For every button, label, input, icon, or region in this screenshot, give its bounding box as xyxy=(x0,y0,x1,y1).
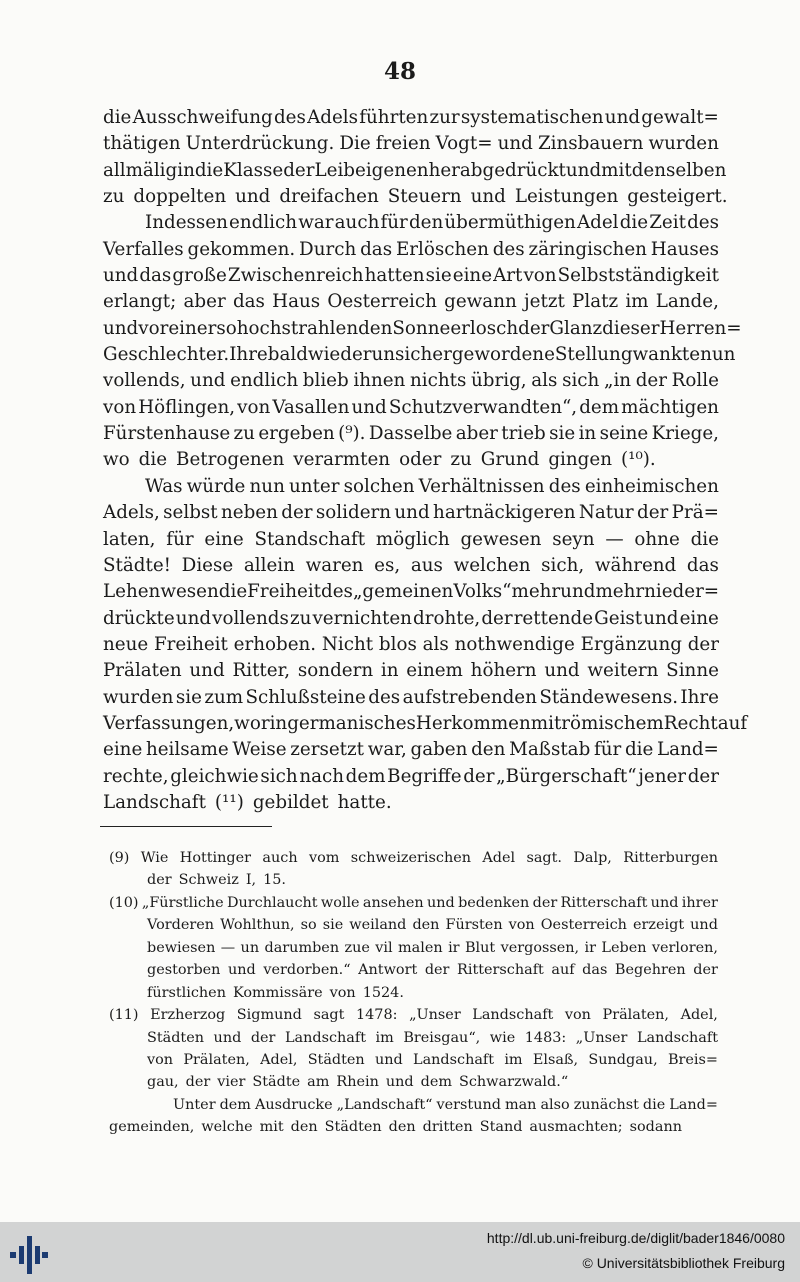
body-text-line: Landschaft (¹¹) gebildet hatte. xyxy=(103,791,392,813)
body-text-line: Adels, selbst neben der solidern und hartnäckigeren Natur der Prä= xyxy=(103,502,719,524)
footnote-line: gemeinden, welche mit den Städten den dritten Stand ausmachten; sodann xyxy=(109,1119,683,1136)
body-text-line: und vor einer so hochstrahlenden Sonne erlosch der Glanz dieser Herren= xyxy=(103,317,742,339)
body-text-line: und das große Zwischenreich hatten sie eine Art von Selbstständigkeit xyxy=(103,265,719,287)
body-text-line: vollends, und endlich blieb ihnen nichts übrig, als sich „in der Rolle xyxy=(103,370,719,392)
copyright-text: © Universitätsbibliothek Freiburg xyxy=(582,1255,785,1271)
body-text-line: Fürstenhause zu ergeben (⁹). Dasselbe aber trieb sie in seine Kriege, xyxy=(103,423,719,445)
footnote-line: von Prälaten, Adel, Städten und Landschaft im Elsaß, Sundgau, Breis= xyxy=(147,1051,718,1068)
footnote-line: (9) Wie Hottinger auch vom schweizerischen Adel sagt. Dalp, Ritterburgen xyxy=(109,850,718,866)
body-text-line: Prälaten und Ritter, sondern in einem höhern und weitern Sinne xyxy=(103,660,719,682)
footnotes xyxy=(109,847,718,1139)
body-text-line: die Ausschweifung des Adels führten zur systematischen und gewalt= xyxy=(103,107,719,128)
body-text-line: allmälig in die Klasse der Leibeigenen herabgedrückt und mit denselben xyxy=(103,159,727,181)
footnote-line: gestorben und verdorben.“ Antwort der Ritterschaft auf das Begehren der xyxy=(147,962,718,979)
footnote-divider xyxy=(100,826,272,827)
body-text-line: wo die Betrogenen verarmten oder zu Grund gingen (¹⁰). xyxy=(103,449,656,471)
footnote-line: (11) Erzherzog Sigmund sagt 1478: „Unser Landschaft von Prälaten, Adel, xyxy=(109,1007,718,1024)
body-text-line: Geschlechter. Ihre bald wieder unsicher gewordene Stellung wankte nun xyxy=(103,344,736,366)
body-text-line: eine heilsame Weise zersetzt war, gaben den Maßstab für die Land= xyxy=(103,739,719,761)
body-text-line: Verfalles gekommen. Durch das Erlöschen des zäringischen Hauses xyxy=(103,238,719,260)
footnote-line: fürstlichen Kommissäre von 1524. xyxy=(147,984,404,1001)
body-text-line: von Höflingen, von Vasallen und Schutzverwandten“, dem mächtigen xyxy=(103,396,719,418)
footnote-line: der Schweiz I, 15. xyxy=(147,872,286,889)
footnote-line: Vorderen Wohlthun, so sie weiland den Fürsten von Oesterreich erzeigt und xyxy=(147,917,718,934)
footnote-line: bewiesen — un darumben zue vil malen ir Blut vergossen, ir Leben verloren, xyxy=(147,939,718,956)
body-text-line: Was würde nun unter solchen Verhältnissen des einheimischen xyxy=(145,475,719,497)
body-text-line: Städte! Diese allein waren es, aus welchen sich, während das xyxy=(103,554,719,576)
body-text-line: Lehenwesen die Freiheit des „gemeinen Volks“ mehr und mehr nieder= xyxy=(103,581,720,603)
permalink-link[interactable]: http://dl.ub.uni-freiburg.de/diglit/bader1846/0080 xyxy=(486,1230,785,1246)
body-text-line: drückte und vollends zu vernichten drohte, der rettende Geist und eine xyxy=(103,607,719,629)
body-text-line: rechte, gleichwie sich nach dem Begriffe der „Bürgerschaft“ jener der xyxy=(103,765,719,787)
body-text-line: erlangt; aber das Haus Oesterreich gewann jetzt Platz im Lande, xyxy=(103,291,719,313)
page-number: 48 xyxy=(383,58,416,85)
university-logo-icon xyxy=(10,1234,46,1274)
body-text-line: zu doppelten und dreifachen Steuern und Leistungen gesteigert. xyxy=(103,186,728,208)
body-text-line: thätigen Unterdrückung. Die freien Vogt= und Zinsbauern wurden xyxy=(103,133,719,155)
body-text-line: Indessen endlich war auch für den übermüthigen Adel die Zeit des xyxy=(145,212,719,234)
body-text-line: laten, für eine Standschaft möglich gewesen seyn — ohne die xyxy=(103,528,719,550)
footer-bar xyxy=(0,1222,800,1282)
footnote-line: Städten und der Landschaft im Breisgau“, wie 1483: „Unser Landschaft xyxy=(147,1029,718,1046)
footnote-line: gau, der vier Städte am Rhein und dem Schwarzwald.“ xyxy=(147,1074,569,1091)
body-text-line: neue Freiheit erhoben. Nicht blos als nothwendige Ergänzung der xyxy=(103,633,719,655)
body-text-line: Verfassungen, worin germanisches Herkommen mit römischem Recht auf xyxy=(103,712,748,734)
body-text xyxy=(103,105,748,816)
footnote-line: (10) „Fürstliche Durchlaucht wolle ansehen und bedenken der Ritterschaft und ihrer xyxy=(109,894,718,911)
footnote-line: Unter dem Ausdrucke „Landschaft“ verstund man also zunächst die Land= xyxy=(173,1096,718,1113)
body-text-line: wurden sie zum Schlußsteine des aufstrebenden Ständewesens. Ihre xyxy=(103,686,719,708)
